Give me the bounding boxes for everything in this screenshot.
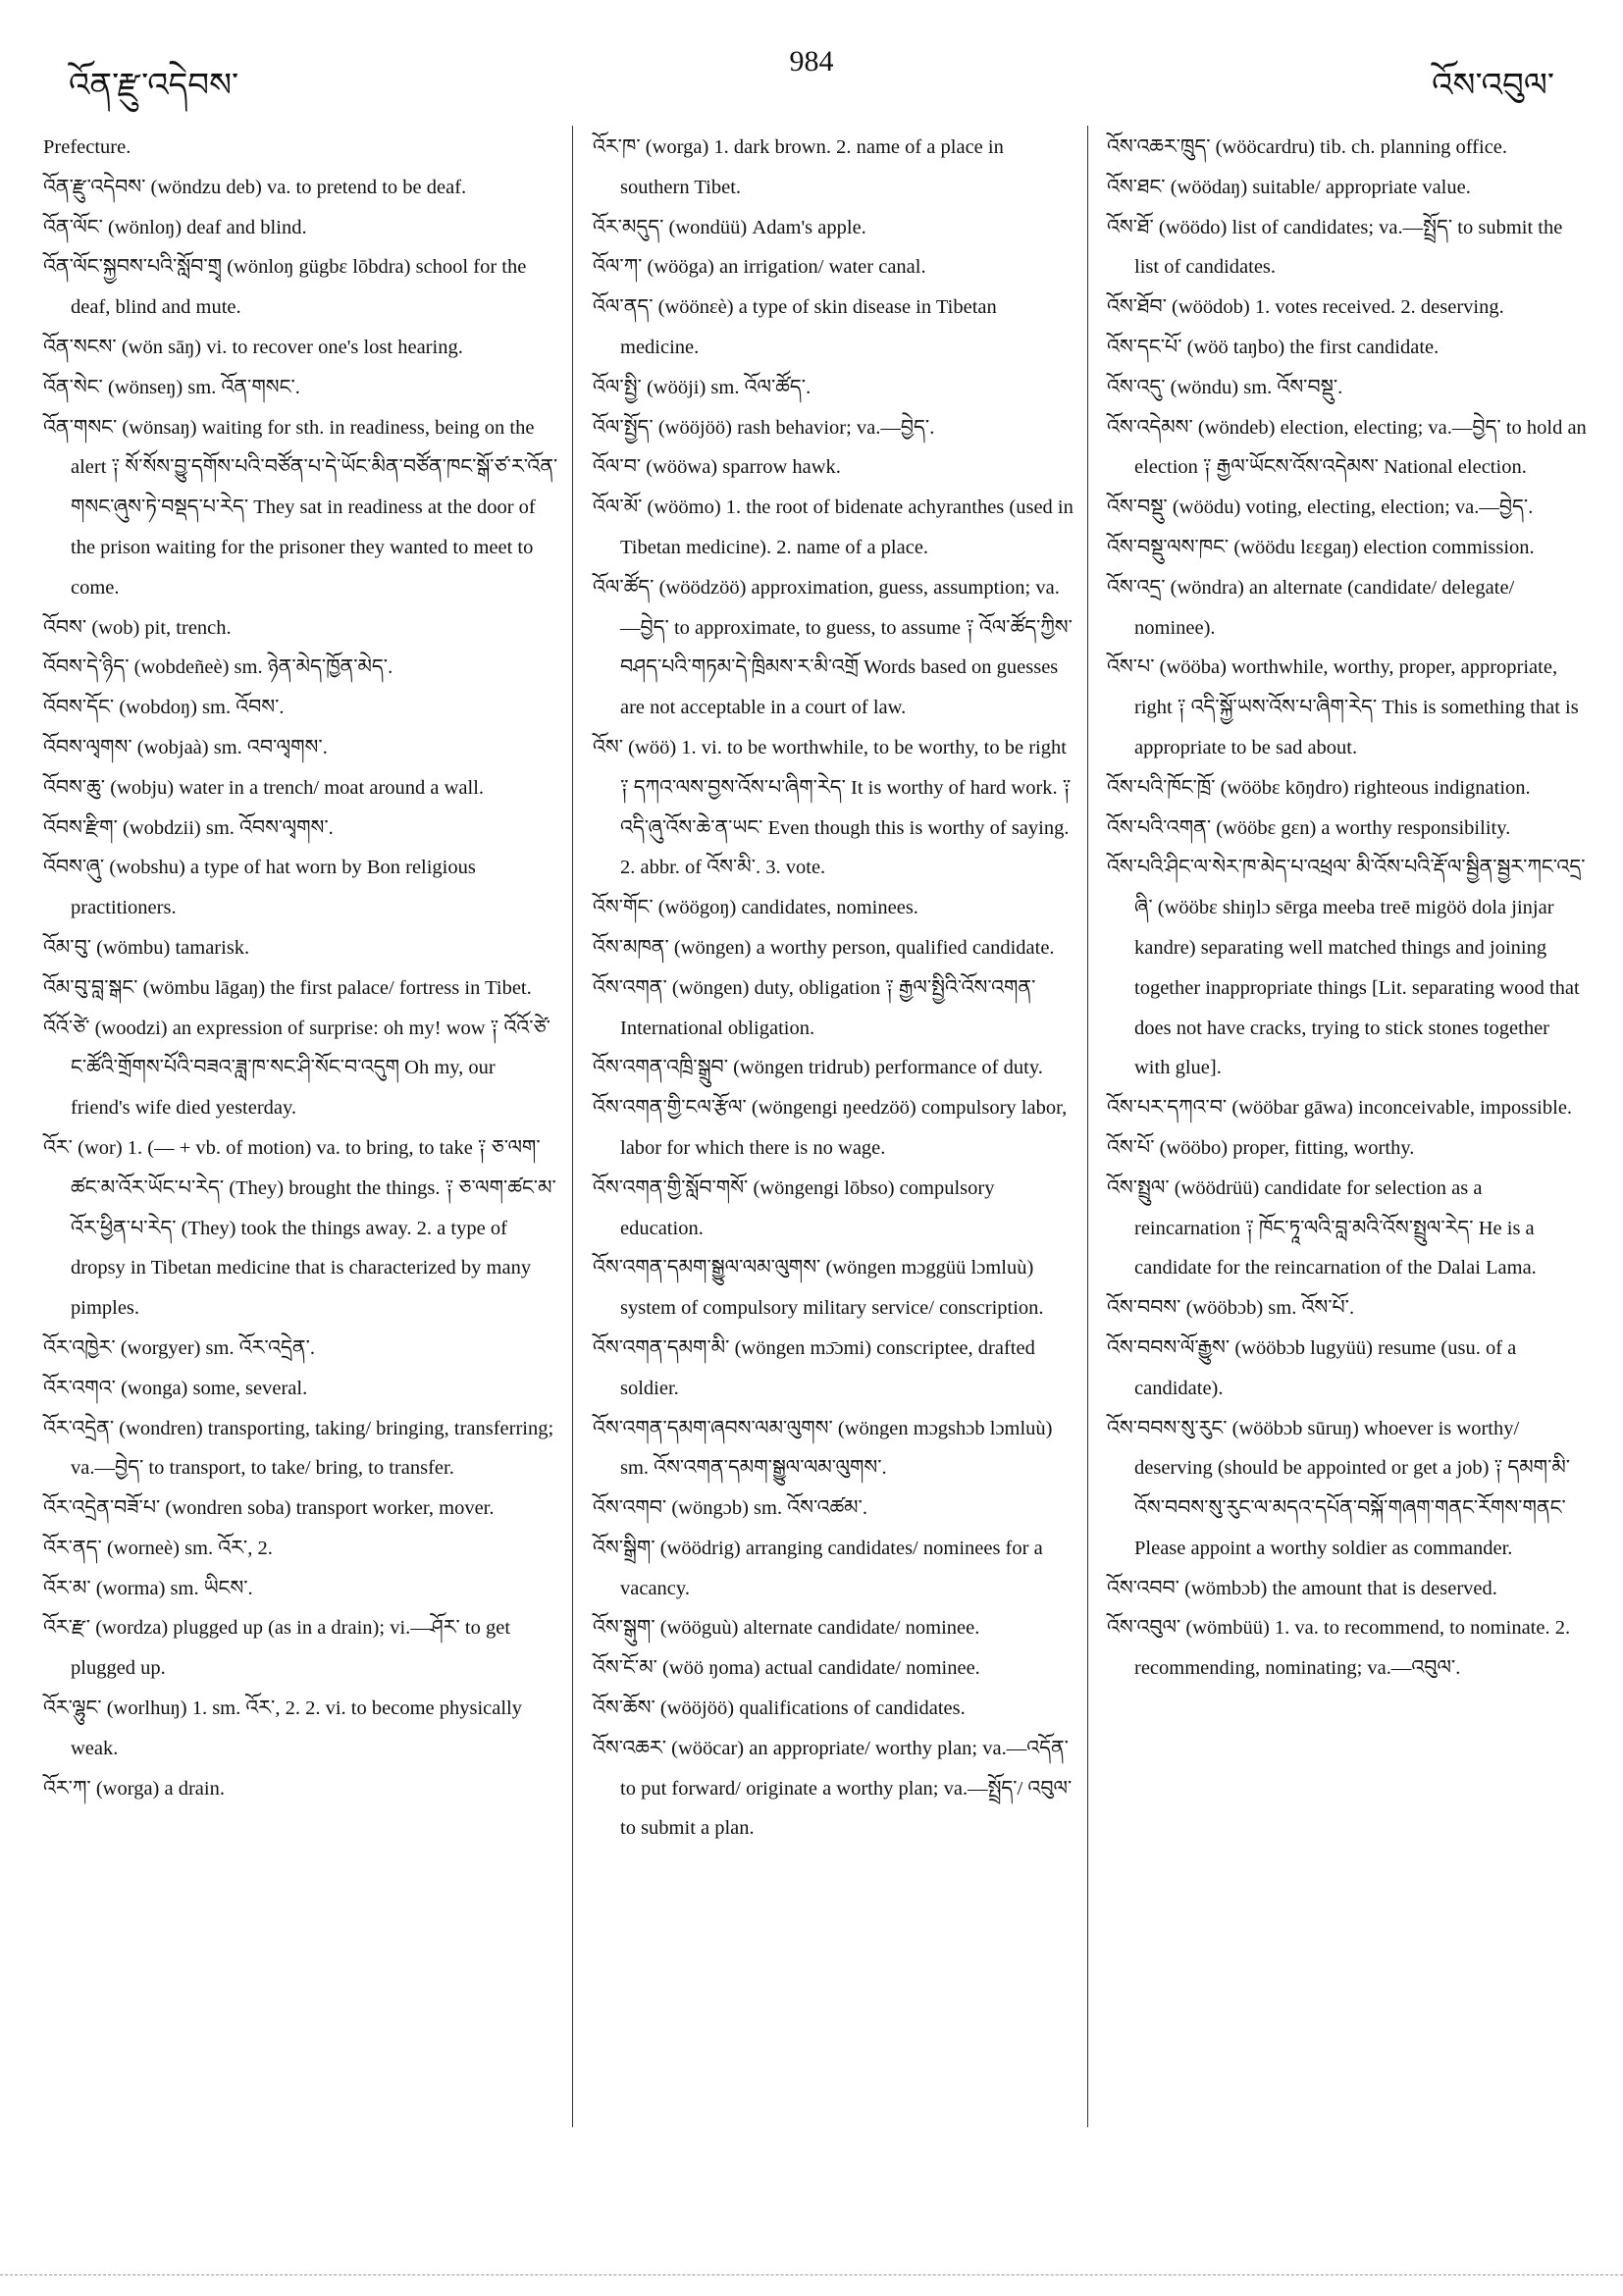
dictionary-entry: འོས་སྤྲུལ་ (wöödrüü) candidate for selection as a reincarnation ༑ ཁོང་ཏཱ་ལའི་བླ་མའི་འོས་སྤྲུལ་རེད་ He is a candidate for the reincarnation of the Dalai Lama.: [1107, 1176, 1537, 1279]
dictionary-entry: འོས་པར་དཀའ་བ་ (wööbar gāwa) inconceivable, impossible.: [1107, 1097, 1573, 1120]
dictionary-entry: འོས་ཐོབ་ (wöödob) 1. votes received. 2. deserving.: [1107, 296, 1504, 319]
dictionary-entry: འོན་གསང་ (wönsaŋ) waiting for sth. in readiness, being on the alert ༑ སོ་སོས་བྱུ་དགོས་པའི་བཙོན་པ་དེ་ཡོང་མིན་བཙོན་ཁང་སྒོ་ཙ་ར་འོན་གསང་ཞུས་ཏེ་བསྡད་པ་རེད་ They sat in readiness at the door of the prison waiting for the prisoner they wanted to meet to come.: [43, 416, 558, 599]
dictionary-entry: འོར་འདྲེན་བཟོ་པ་ (wondren soba) transport worker, mover.: [43, 1497, 495, 1520]
dictionary-entry: འོས་འགན་དམག་སྒྱུལ་ལམ་ལུགས་ (wöngen mɔggüü lɔmluù) system of compulsory military service/ conscription.: [593, 1257, 1044, 1320]
dictionary-entry: འོས་བབས་ (wööbɔb) sm. འོས་པོ་.: [1107, 1297, 1355, 1320]
dictionary-entry: འོས་འབུལ་ (wömbüü) 1. va. to recommend, to nominate. 2. recommending, nominating; va.—འབུལ་.: [1107, 1617, 1571, 1680]
dictionary-entry: འོར་ (wor) 1. (— + vb. of motion) va. to bring, to take ༑ ཅ་ལག་ཚང་མ་འོར་ཡོང་པ་རེད་ (They) brought the things. ༑ ཅ་ལག་ཚང་མ་འོར་ཕྱིན་པ་རེད་ (They) took the things away. 2. a type of dropsy in Tibetan medicine that is characterized by many pimples.: [43, 1136, 556, 1320]
dictionary-entry: འོར་འདྲེན་ (wondren) transporting, taking/ bringing, transferring; va.—བྱེད་ to transport, to take/ bring, to transfer.: [43, 1417, 554, 1480]
dictionary-entry: འོས་ (wöö) 1. vi. to be worthwhile, to be worthy, to be right ༑ དཀའ་ལས་བྱས་འོས་པ་ཞིག་རེད་ It is worthy of hard work. ༑ འདི་ཞུ་འོས་ཆེ་ན་ཡང་ Even though this is worthy of saying. 2. abbr. of འོས་མི་. 3. vote.: [593, 736, 1072, 879]
dictionary-entry: འོས་ཆོས་ (wööjöö) qualifications of candidates.: [593, 1697, 966, 1720]
dictionary-entry: འོས་འགན་དམག་མི་ (wöngen mɔ̄ɔmi) conscriptee, drafted soldier.: [593, 1336, 1035, 1399]
dictionary-entry: འོས་ངོ་མ་ (wöö ŋoma) actual candidate/ nominee.: [593, 1657, 980, 1680]
dictionary-entry: འོབས་དོང་ (wobdoŋ) sm. འོབས་.: [43, 697, 285, 719]
dictionary-entry: འོབས་ཆུ་ (wobju) water in a trench/ moat around a wall.: [43, 776, 485, 799]
dictionary-entry: འོན་ལོང་ (wönloŋ) deaf and blind.: [43, 216, 307, 238]
dictionary-entry: འོས་འགན་འཁྲི་སྒྲུབ་ (wöngen tridrub) performance of duty.: [593, 1057, 1043, 1079]
dictionary-entry: འོམ་བུ་ (wömbu) tamarisk.: [43, 936, 250, 959]
dictionary-entry: འོར་མདུད་ (wondüü) Adam's apple.: [593, 216, 866, 238]
running-head-left: འོན་རྫུ་འདེབས་: [69, 68, 239, 104]
dictionary-entry: འོར་ནད་ (worneè) sm. འོར་, 2.: [43, 1537, 273, 1559]
dictionary-entry: འོས་བབས་ལོ་རྒྱུས་ (wööbɔb lugyüü) resume (usu. of a candidate).: [1107, 1336, 1517, 1399]
dictionary-entry: Prefecture.: [43, 136, 131, 158]
dictionary-entry: འོས་པའི་ཁོང་ཁྲོ་ (wööbɛ kōŋdro) righteous indignation.: [1107, 776, 1531, 799]
dictionary-entry: འོར་ཀ་ (worga) a drain.: [43, 1777, 225, 1800]
dictionary-column-2: [593, 128, 1073, 1849]
dictionary-entry: འོས་པའི་འགན་ (wööbɛ gɛn) a worthy responsibility.: [1107, 816, 1511, 839]
dictionary-entry: འོབས་ལྭགས་ (wobjaà) sm. འབ་ལྭགས་.: [43, 736, 328, 758]
dictionary-entry: འོལ་སྤྱོད་ (wööjöö) rash behavior; va.—བྱེད་.: [593, 416, 935, 439]
dictionary-entry: འོས་བབས་སུ་རུང་ (wööbɔb sūruŋ) whoever is worthy/ deserving (should be appointed or get a job) ༑ དམག་མི་འོས་བབས་སུ་རུང་ལ་མདའ་དཔོན་བསྐོ་གཞག་གནང་རོགས་གནང་ Please appoint a worthy soldier as commander.: [1107, 1417, 1571, 1559]
dictionary-entry: འོས་འགན་གྱི་ངལ་རྩོལ་ (wöngengi ŋeedzöö) compulsory labor, labor for which there is no wage.: [593, 1097, 1068, 1159]
dictionary-entry: འོའོ་ཙེ་ (woodzi) an expression of surprise: oh my! wow ༑ འོའོ་ཙེ་ ང་ཚོའི་གྲོགས་པོའི་བཟའ་ཟླ་ཁ་སང་ཤི་སོང་བ་འདུག Oh my, our friend's wife died yesterday.: [43, 1017, 550, 1120]
scan-edge-dots: [0, 2274, 1623, 2278]
dictionary-entry: འོས་བསྡུ་ (wöödu) voting, electing, election; va.—བྱེད་.: [1107, 496, 1534, 519]
column-divider: [572, 126, 573, 2127]
dictionary-entry: འོས་འགན་གྱི་སློབ་གསོ་ (wöngengi lōbso) compulsory education.: [593, 1176, 995, 1239]
dictionary-entry: འོས་འགབ་ (wöngɔb) sm. འོས་འཚམ་.: [593, 1497, 867, 1520]
running-head-right: འོས་འབུལ་: [1432, 68, 1554, 104]
dictionary-entry: འོས་འགན་ (wöngen) duty, obligation ༑ རྒྱལ་སྤྱིའི་འོས་འགན་ International obligation.: [593, 976, 1036, 1039]
dictionary-entry: འོར་འཁྱེར་ (worgyer) sm. འོར་འདྲེན་.: [43, 1336, 315, 1359]
dictionary-entry: འོས་སྒྲིག་ (wöödrig) arranging candidates/ nominees for a vacancy.: [593, 1537, 1043, 1599]
dictionary-entry: འོར་མ་ (worma) sm. ཡིངས་.: [43, 1577, 253, 1599]
dictionary-entry: འོལ་མོ་ (wöömo) 1. the root of bidenate achyranthes (used in Tibetan medicine). 2. name of a place.: [593, 496, 1073, 558]
dictionary-entry: འོབས་དེ་ཉིད་ (wobdeñeè) sm. ཉེན་མེད་ཁྱོན་མེད་.: [43, 656, 393, 679]
dictionary-entry: འོས་འཆར་ཁྲུད་ (wööcardru) tib. ch. planning office.: [1107, 136, 1508, 158]
dictionary-entry: འོས་འདེམས་ (wöndeb) election, electing; va.—བྱེད་ to hold an election ༑ རྒྱལ་ཡོངས་འོས་འདེམས་ National election.: [1107, 416, 1587, 479]
dictionary-entry: འོས་པོ་ (wööbo) proper, fitting, worthy.: [1107, 1136, 1415, 1159]
dictionary-entry: འོན་ལོང་སྐྱབས་པའི་སློབ་གྲྭ (wönloŋ gügbɛ lōbdra) school for the deaf, blind and mute.: [43, 256, 527, 319]
dictionary-entry: འོར་འགའ་ (wonga) some, several.: [43, 1377, 308, 1399]
dictionary-column-3: [1107, 128, 1588, 1689]
dictionary-entry: འོལ་ནད་ (wöönɛè) a type of skin disease in Tibetan medicine.: [593, 296, 997, 358]
dictionary-entry: འོས་བསྡུ་ལས་ཁང་ (wöödu lɛɛgaŋ) election commission.: [1107, 536, 1535, 558]
dictionary-entry: འོས་སྒུག་ (wööguù) alternate candidate/ nominee.: [593, 1617, 980, 1640]
page-number: 984: [789, 45, 834, 78]
dictionary-entry: འོས་མཁན་ (wöngen) a worthy person, qualified candidate.: [593, 936, 1055, 959]
dictionary-entry: འོས་པ་ (wööba) worthwhile, worthy, proper, appropriate, right ༑ འདི་སྐྱོ་ཡས་འོས་པ་ཞིག་རེད་ This is something that is appropriate to be sad about.: [1107, 656, 1579, 758]
dictionary-entry: འོར་ལྷུང་ (worlhuŋ) 1. sm. འོར་, 2. 2. vi. to become physically weak.: [43, 1697, 523, 1759]
dictionary-entry: འོས་འཆར་ (wööcar) an appropriate/ worthy plan; va.—འདོན་ to put forward/ originate a worthy plan; va.—སྤྲོད་/ འབུལ་ to submit a plan.: [593, 1737, 1073, 1840]
dictionary-entry: འོན་སངས་ (wön sāŋ) vi. to recover one's lost hearing.: [43, 336, 463, 358]
dictionary-entry: འོས་འགན་དམག་ཞབས་ལམ་ལུགས་ (wöngen mɔgshɔb lɔmluù) sm. འོས་འགན་དམག་སྒྱུལ་ལམ་ལུགས་.: [593, 1417, 1053, 1480]
dictionary-entry: འོན་སེང་ (wönseŋ) sm. འོན་གསང་.: [43, 376, 300, 398]
dictionary-entry: འོན་རྫུ་འདེབས་ (wöndzu deb) va. to pretend to be deaf.: [43, 176, 467, 198]
dictionary-column-1: [43, 128, 558, 1808]
dictionary-entry: འོལ་ཚོད་ (wöödzöö) approximation, guess, assumption; va.—བྱེད་ to approximate, to guess, to assume ༑ འོལ་ཚོད་ཀྱིས་བཤད་པའི་གཏམ་དེ་ཁྲིམས་ར་མི་འགྲོ Words based on guesses are not acceptable in a court of law.: [593, 576, 1073, 719]
dictionary-entry: འོས་ཐང་ (wöödaŋ) suitable/ appropriate value.: [1107, 176, 1471, 198]
dictionary-entry: འོབས་ (wob) pit, trench.: [43, 616, 232, 639]
dictionary-entry: འོར་ཁ་ (worga) 1. dark brown. 2. name of a place in southern Tibet.: [593, 136, 1004, 198]
dictionary-entry: འོས་འབབ་ (wömbɔb) the amount that is deserved.: [1107, 1577, 1497, 1599]
dictionary-entry: འོས་གོང་ (wöögoŋ) candidates, nominees.: [593, 897, 918, 919]
dictionary-entry: འོམ་བུ་བླ་སྒང་ (wömbu lāgaŋ) the first palace/ fortress in Tibet.: [43, 976, 532, 999]
column-divider: [1087, 126, 1088, 2127]
dictionary-entry: འོལ་བ་ (wööwa) sparrow hawk.: [593, 456, 841, 479]
dictionary-entry: འོར་རྫ་ (wordza) plugged up (as in a drain); vi.—ཤོར་ to get plugged up.: [43, 1617, 511, 1680]
dictionary-entry: འོབས་ཞུ་ (wobshu) a type of hat worn by Bon religious practitioners.: [43, 857, 476, 919]
dictionary-entry: འོས་པའི་ཤིང་ལ་སེར་ཁ་མེད་པ་འཕྲལ་ མི་འོས་པའི་རྡོ་ལ་སྦྱིན་སྦྱར་ཀང་འདྲ་ཞི་ (wööbɛ shiŋlɔ sērga meeba treē migöö dola jinjar kandre) separating well matched things and joining together inappropriate things [Lit. separating wood that does not have cracks, trying to stick stones together with glue].: [1107, 857, 1586, 1079]
dictionary-entry: འོས་འདུ་ (wöndu) sm. འོས་བསྡུ་.: [1107, 376, 1343, 398]
dictionary-entry: འོས་ཐོ་ (wöödo) list of candidates; va.—སྤྲོད་ to submit the list of candidates.: [1107, 216, 1563, 279]
dictionary-entry: འོབས་རྫིག་ (wobdzii) sm. འོབས་ལྭགས་.: [43, 816, 334, 839]
dictionary-entry: འོས་དང་པོ་ (wöö taŋbo) the first candidate.: [1107, 336, 1440, 358]
dictionary-entry: འོལ་སྤྱི་ (wööji) sm. འོལ་ཚོད་.: [593, 376, 812, 398]
dictionary-entry: འོལ་ཀ་ (wööga) an irrigation/ water canal.: [593, 256, 926, 279]
dictionary-entry: འོས་འདྲ་ (wöndra) an alternate (candidate/ delegate/ nominee).: [1107, 576, 1515, 639]
